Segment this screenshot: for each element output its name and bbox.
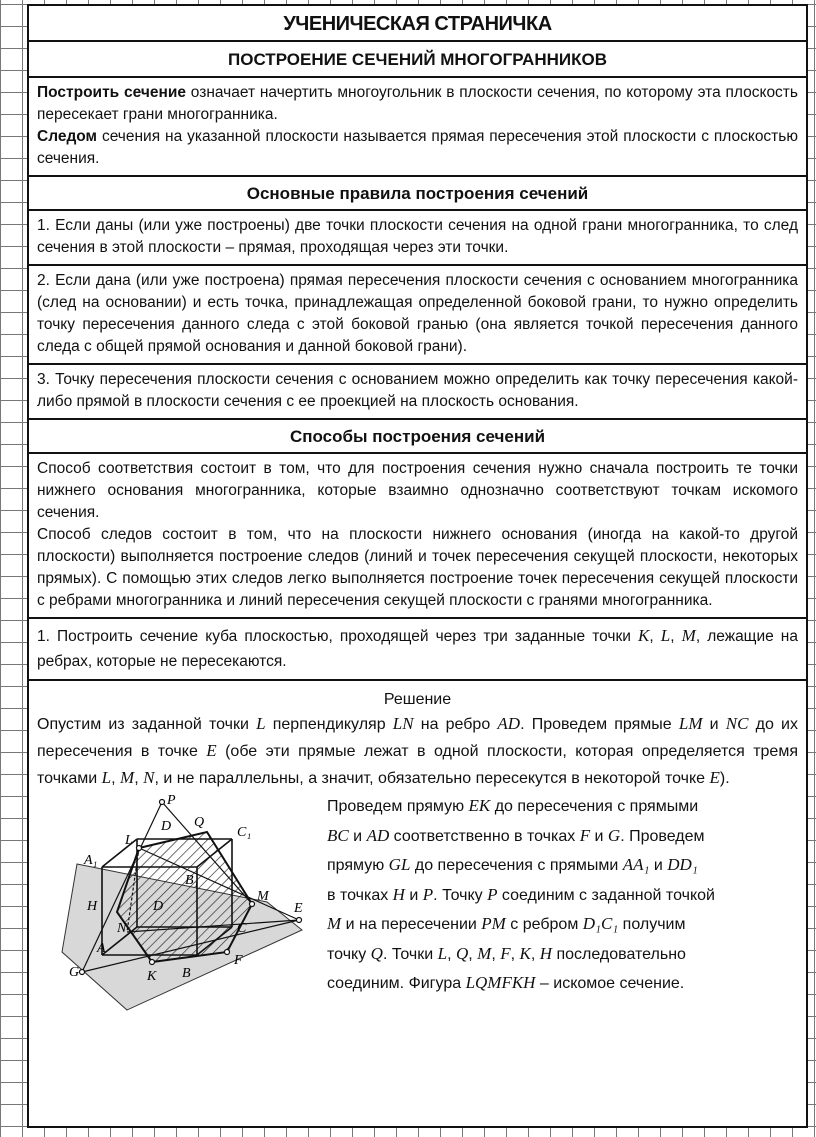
sol-text: . Проведем прямые [520, 716, 672, 733]
point-G [80, 970, 85, 975]
label-G: G [69, 965, 80, 980]
sol-text: , [447, 945, 456, 963]
sol-text: , и не параллельны, а значит, [154, 770, 374, 787]
sol-text: на ребро [413, 716, 498, 733]
sol-var: E [206, 741, 217, 760]
sol-text: до пересечения с прямыми [410, 857, 623, 874]
sol-text: и [702, 716, 726, 733]
label-K: K [147, 969, 157, 984]
label-D: D [161, 819, 172, 834]
sol-text: соединим. Фигура [327, 975, 466, 992]
solution-title: Решение [383, 691, 452, 708]
label-D-base: D [153, 899, 164, 914]
task-text: , лежащие на ребрах, которые не пересекаются. [37, 628, 798, 670]
point-F [225, 950, 230, 955]
point-K [150, 960, 155, 965]
sol-text: Проведем прямую [327, 798, 469, 815]
sol-var: F [500, 943, 511, 963]
sol-text: и [649, 857, 668, 874]
sol-text: , [111, 770, 121, 787]
rule-2: 2. Если дана (или уже построена) прямая пересечения плоскости сечения с основанием многогранника (след на основании) и есть точка, принадлежащая определенной боковой грани, то нужно определить точку пересечения данного следа с этой боковой гранью (она является точкой пересечения данного следа с общей прямой основания и данной боковой грани). [29, 266, 806, 365]
solution-block [29, 681, 806, 1027]
sol-var: E [709, 768, 720, 787]
sol-text: точку [327, 945, 371, 963]
sol-var: BC [327, 825, 349, 845]
sol-text: которая определяется тремя точками [37, 743, 798, 787]
sol-var: LQMFKH [465, 973, 536, 992]
cube-section-figure [37, 792, 327, 1022]
sol-text: перпендикуляр [265, 716, 393, 733]
sol-text: в точках [327, 886, 393, 904]
sol-text: с ребром [505, 916, 583, 933]
sol-var: EK [468, 796, 491, 815]
sol-var: AD [497, 714, 521, 733]
label-N: N [117, 921, 127, 936]
rule-1: 1. Если даны (или уже построены) две точки плоскости сечения на одной грани многогранника, то след сечения в этой плоскости – прямая, проходящая через эти точки. [29, 211, 806, 266]
sol-text: , [491, 945, 501, 963]
sol-var: Q [455, 943, 469, 963]
rules-heading: Основные правила построения сечений [29, 177, 806, 211]
sol-var: M [477, 943, 492, 963]
solution-steps [327, 792, 797, 999]
sol-var: N [143, 768, 155, 787]
label-P: P [167, 793, 176, 808]
sol-var: GL [388, 855, 411, 874]
sol-text: и [590, 827, 608, 845]
term-trace: Следом [37, 128, 98, 145]
sol-var: LM [678, 714, 703, 733]
sol-var: H [392, 884, 405, 904]
rule-3: 3. Точку пересечения плоскости сечения с основанием можно определить как точку пересечения какой-либо прямой в плоскости сечения с ее проекцией на плоскость основания. [29, 365, 806, 420]
point-P [160, 800, 165, 805]
sol-var: G [607, 825, 621, 845]
sol-text: соединим с заданной точкой [497, 886, 715, 904]
sol-var: AA₁ [622, 855, 650, 874]
sol-var: L [437, 943, 448, 963]
sol-var: LN [392, 714, 414, 733]
label-L: L [125, 833, 133, 848]
task-text: , [649, 628, 661, 645]
point-M [250, 902, 255, 907]
sol-var: Q [370, 943, 383, 963]
label-Q: Q [194, 815, 205, 830]
sol-text: и [348, 827, 367, 845]
sol-text: – искомое сечение. [535, 975, 685, 992]
sol-var: PM [481, 914, 506, 933]
sol-text: соответственно в точках [389, 827, 580, 845]
sol-var: DD₁ [667, 855, 698, 874]
sol-text: . Точки [382, 945, 438, 963]
label-H: H [87, 899, 98, 914]
task-text: 1. Построить сечение куба плоскостью, проходящей через три заданные точки [37, 628, 639, 645]
var-M: M [681, 626, 696, 645]
sol-text: прямую [327, 857, 389, 874]
methods-heading: Способы построения сечений [29, 420, 806, 454]
sol-text: до пересечения с прямыми [490, 798, 699, 815]
sol-var: NC [725, 714, 749, 733]
sol-text: , [134, 770, 144, 787]
sol-text: (обе эти прямые лежат в одной плоскости, [216, 743, 567, 760]
definitions-block [29, 78, 806, 177]
sol-text: . Проведем [620, 827, 705, 845]
task-block [29, 619, 806, 681]
sol-var: P [487, 884, 498, 904]
sol-text: , [510, 945, 520, 963]
sol-text: обязательно пересекутся в некоторой точке [377, 770, 710, 787]
sol-var: H [539, 943, 553, 963]
sol-text: ). [719, 770, 730, 787]
sol-text: Опустим из заданной точки [37, 716, 257, 733]
point-E [297, 918, 302, 923]
sol-text: до их пересечения в точке [37, 716, 798, 760]
method-correspondence: Способ соответствия состоит в том, что для построения сечения нужно сначала построить те точки нижнего основания многогранника, которые взаимно однозначно соответствуют точкам искомого сечения. [37, 460, 798, 521]
sol-var: D₁C₁ [582, 914, 619, 933]
worksheet [27, 4, 808, 1128]
method-traces: Способ следов состоит в том, что на плоскости нижнего основания (иногда на какой-то другой плоскости) выполняется построение следов (линий и точек пересечения секущей плоскости, некоторых прямых). С помощью этих следов легко выполняется построение точек пересечения секущей плоскости с ребрами многогранника и линий пересечения секущей плоскости с гранями многогранника. [37, 526, 798, 609]
sol-text: , [530, 945, 540, 963]
page-title: УЧЕНИЧЕСКАЯ СТРАНИЧКА [29, 6, 806, 42]
point-L [137, 846, 142, 851]
sol-text: получим [618, 916, 686, 933]
solution-paragraph [37, 711, 798, 792]
sol-text: . Точку [433, 886, 488, 904]
sol-text: последовательно [552, 945, 686, 963]
label-E: E [294, 901, 303, 916]
definition-trace: сечения на указанной плоскости называется прямая пересечения этой плоскости с плоскостью сечения. [37, 128, 798, 167]
term-section: Построить сечение [37, 84, 186, 101]
label-F: F [234, 953, 243, 968]
label-C: C [237, 921, 247, 936]
sol-var: F [579, 825, 591, 845]
sol-var: M [120, 768, 135, 787]
label-B1: B₁ [185, 873, 199, 888]
sol-text: и [404, 886, 423, 904]
sol-var: M [327, 914, 342, 933]
methods-block [29, 454, 806, 619]
sol-var: P [422, 884, 434, 904]
label-C1: C₁ [237, 825, 252, 840]
label-M: M [257, 889, 269, 904]
solution-figure-area [37, 792, 798, 1022]
sol-text: , [468, 945, 478, 963]
label-A1: A₁ [84, 853, 98, 868]
sol-var: L [101, 768, 112, 787]
task-text: , [670, 628, 675, 645]
page-subtitle: ПОСТРОЕНИЕ СЕЧЕНИЙ МНОГОГРАННИКОВ [29, 42, 806, 78]
sol-var: L [256, 714, 266, 733]
label-A: A [97, 941, 106, 956]
definition-section: означает начертить многоугольник в плоскости сечения, по которому эта плоскость пересекает грани многогранника. [37, 84, 798, 123]
label-B: B [182, 966, 191, 981]
sol-text: и на пересечении [341, 916, 482, 933]
var-K: K [638, 626, 650, 645]
sol-var: AD [366, 825, 390, 845]
var-L: L [660, 626, 671, 645]
sol-var: K [519, 943, 531, 963]
